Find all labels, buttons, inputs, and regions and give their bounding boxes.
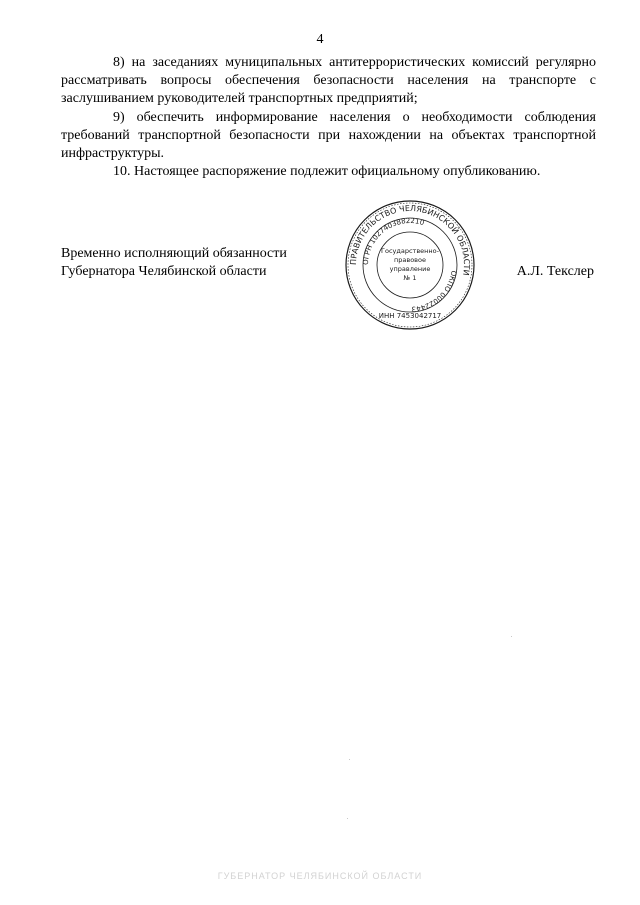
seal-outer-text: ПРАВИТЕЛЬСТВО ЧЕЛЯБИНСКОЙ ОБЛАСТИ [348, 203, 472, 277]
scan-speck [349, 759, 350, 760]
svg-text:ОКПО 00022443 [411, 270, 458, 313]
official-seal-stamp [340, 198, 480, 333]
paragraph-item-9: 9) обеспечить информирование населения о необходимости соблюдения требований транспортной безопасности при нахождении на объектах транспортной инфраструктуры. [61, 109, 596, 162]
seal-center-line-2: правовое [394, 256, 426, 264]
paragraph-item-8: 8) на заседаниях муниципальных антитеррористических комиссий регулярно рассматривать вопросы обеспечения безопасности населения на транспорте с заслушиванием руководителей транспортных предприятий; [61, 55, 596, 107]
signature-block [61, 245, 596, 281]
signer-name: А.Л. Текслер [516, 264, 594, 279]
seal-center-line-4: № 1 [403, 274, 417, 282]
seal-center-line-1: Государственно- [381, 247, 439, 255]
seal-okpo: ОКПО 00022443 [411, 269, 458, 314]
document-body [61, 54, 596, 181]
seal-ogrn: ОГРН 1027403882210 [361, 216, 426, 266]
scan-speck [511, 636, 512, 637]
seal-inn: ИНН 7453042717 [378, 312, 442, 320]
footer-watermark: ГУБЕРНАТОР ЧЕЛЯБИНСКОЙ ОБЛАСТИ [217, 871, 423, 881]
signer-position: Временно исполняющий обязанности Губернатора Челябинской области [61, 246, 287, 279]
page-number: 4 [316, 32, 324, 47]
paragraph-item-10: 10. Настоящее распоряжение подлежит официальному опубликованию. [113, 164, 541, 180]
scan-speck [347, 818, 348, 819]
seal-center-line-3: управление [389, 265, 431, 273]
